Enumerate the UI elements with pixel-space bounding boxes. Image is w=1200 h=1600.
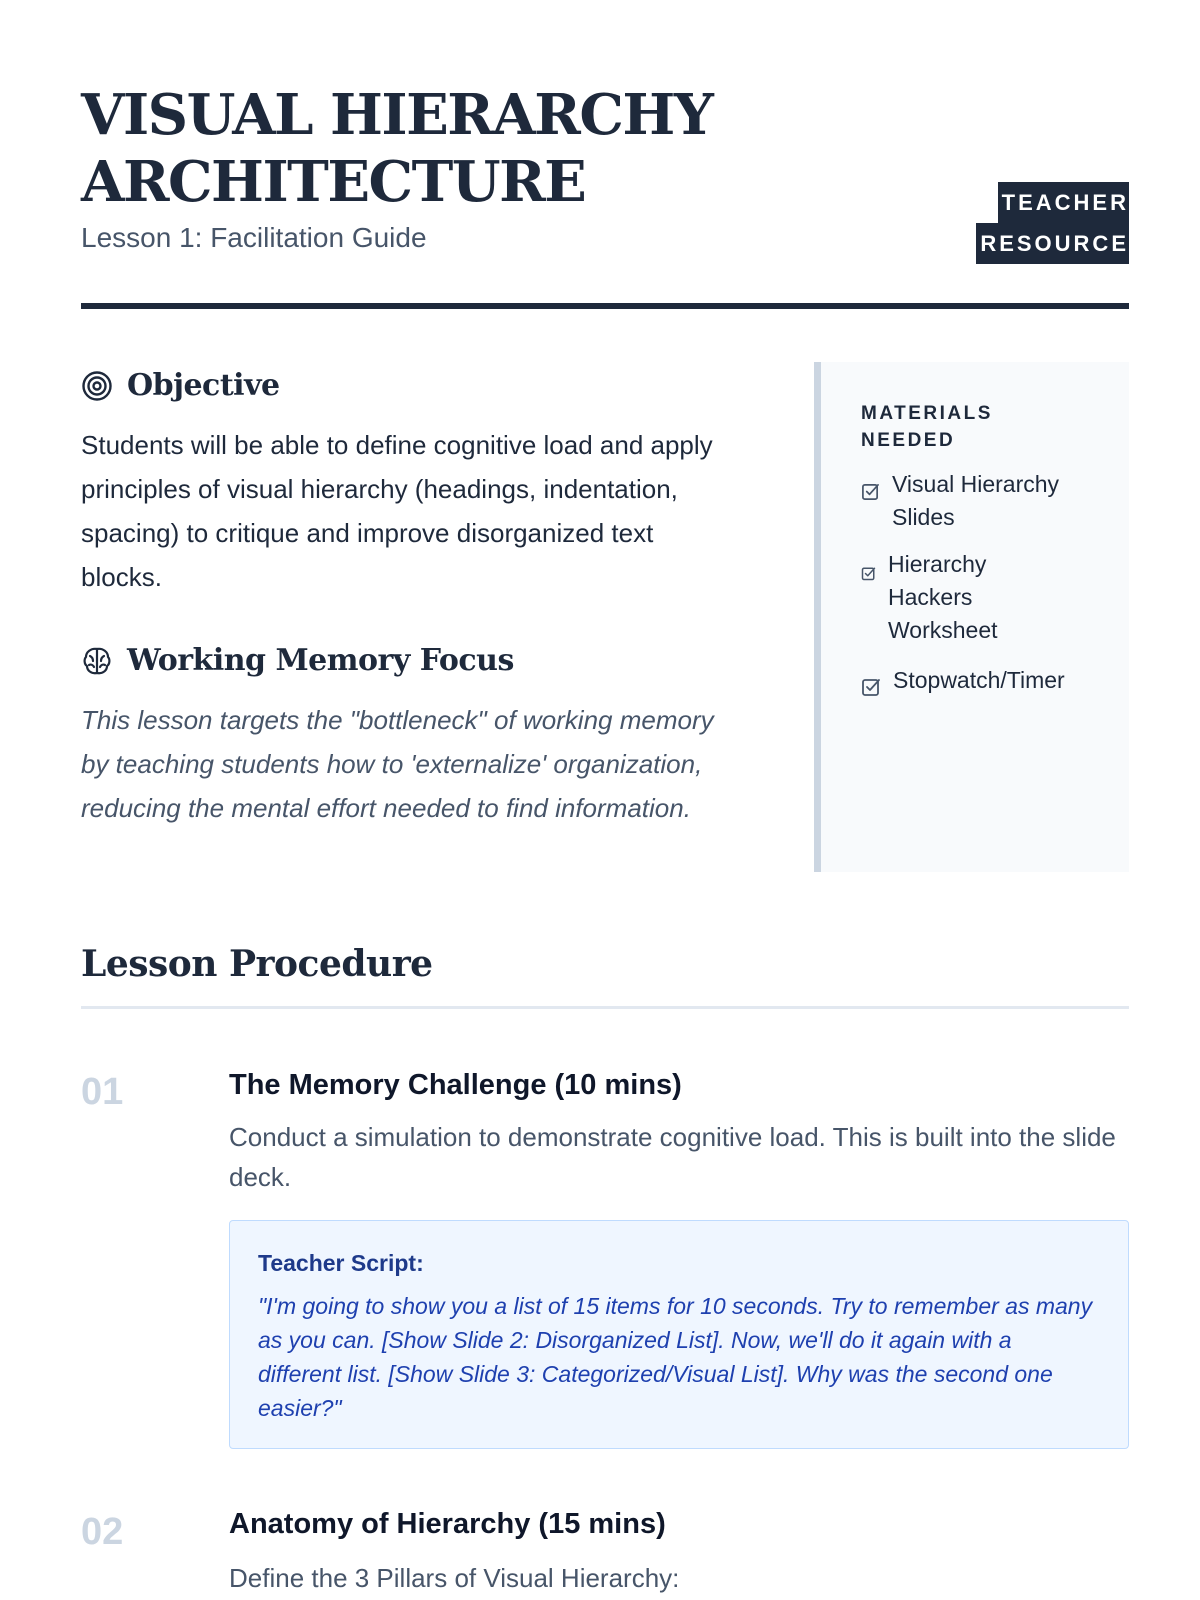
procedure-divider bbox=[81, 1006, 1129, 1009]
badge-line-1: TEACHER bbox=[998, 182, 1129, 223]
objective-heading bbox=[81, 368, 280, 403]
procedure-heading: Lesson Procedure bbox=[81, 943, 433, 985]
teacher-resource-badge bbox=[963, 182, 1129, 264]
materials-item-label: Hierarchy Hackers Worksheet bbox=[888, 551, 998, 643]
step-title: Anatomy of Hierarchy (15 mins) bbox=[229, 1508, 666, 1540]
badge-line-2: RESOURCE bbox=[976, 223, 1129, 264]
materials-title: MATERIALS NEEDED bbox=[861, 403, 993, 451]
materials-item-label: Stopwatch/Timer bbox=[893, 667, 1065, 693]
brain-icon bbox=[81, 645, 113, 677]
working-memory-heading bbox=[81, 643, 514, 678]
working-memory-text: This lesson targets the "bottleneck" of working memory by teaching students how to 'externalize' organization, reducing the mental effort needed to find information. bbox=[81, 705, 714, 823]
lesson-guide-page bbox=[81, 0, 1129, 1600]
teacher-script-label: Teacher Script: bbox=[258, 1250, 424, 1276]
step-number: 01 bbox=[81, 1071, 124, 1113]
page-title: VISUAL HIERARCHY ARCHITECTURE bbox=[81, 82, 713, 215]
teacher-script-text: "I'm going to show you a list of 15 items for 10 seconds. Try to remember as many as you can. [Show Slide 2: Disorganized List]. Now, we'll do it again with a different list. [Show Slide 3: Categorized/Visual List]. Why was the second one easier?" bbox=[258, 1293, 1093, 1421]
objective-heading-label: Objective bbox=[127, 368, 280, 403]
page-subtitle: Lesson 1: Facilitation Guide bbox=[81, 222, 427, 253]
objective-text: Students will be able to define cognitive load and apply principles of visual hierarchy (headings, indentation, spacing) to critique and improve disorganized text blocks. bbox=[81, 430, 713, 592]
target-icon bbox=[81, 370, 113, 402]
step-number: 02 bbox=[81, 1511, 124, 1553]
teacher-script-box bbox=[229, 1220, 1129, 1449]
header-divider bbox=[81, 303, 1129, 309]
step-title: The Memory Challenge (10 mins) bbox=[229, 1069, 682, 1101]
working-memory-heading-label: Working Memory Focus bbox=[127, 643, 514, 678]
materials-item-label: Visual Hierarchy Slides bbox=[892, 471, 1060, 530]
step-description: Define the 3 Pillars of Visual Hierarchy: bbox=[229, 1563, 680, 1593]
checkbox-icon bbox=[861, 557, 876, 590]
checkbox-icon bbox=[861, 673, 881, 706]
materials-item bbox=[861, 548, 1031, 647]
materials-item bbox=[861, 468, 1091, 534]
page-header bbox=[81, 0, 1129, 310]
materials-item bbox=[861, 664, 1111, 706]
checkbox-icon bbox=[861, 477, 880, 510]
step-description: Conduct a simulation to demonstrate cognitive load. This is built into the slide deck. bbox=[229, 1122, 1116, 1192]
materials-sidebar bbox=[814, 362, 1129, 872]
